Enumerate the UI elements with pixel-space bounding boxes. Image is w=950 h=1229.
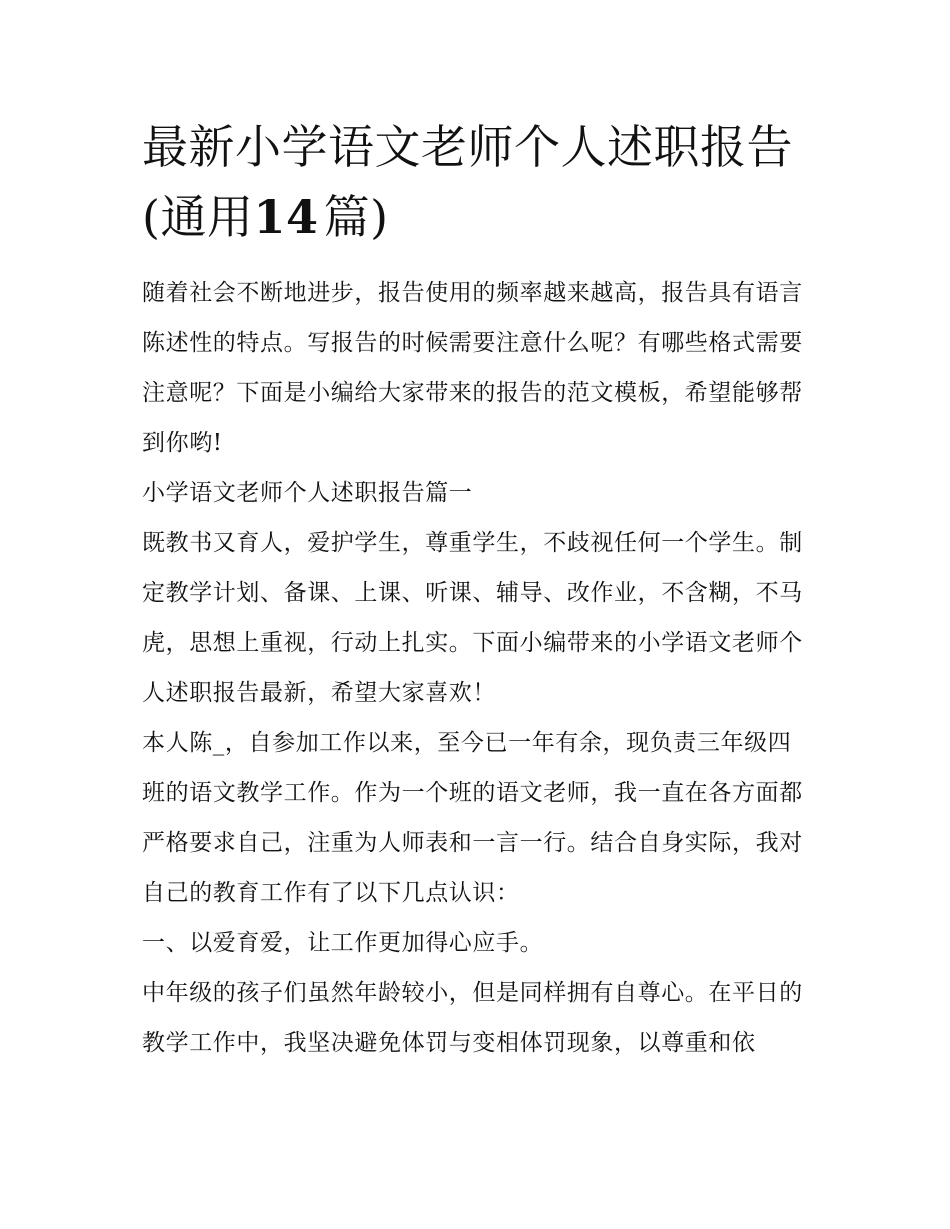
body-paragraph: 既教书又育人，爱护学生，尊重学生，不歧视任何一个学生。制定教学计划、备课、上课、听课、辅导、改作业，不含糊，不马虎，思想上重视，行动上扎实。下面小编带来的小学语文老师个人述职报告最新，希望大家喜欢！ [142,530,803,706]
section-heading-1: 小学语文老师个人述职报告篇一 [142,480,473,506]
body-paragraph: 本人陈_，自参加工作以来，至今已一年有余，现负责三年级四班的语文教学工作。作为一个班的语文老师，我一直在各方面都严格要求自己，注重为人师表和一言一行。结合自身实际，我对自己的教育工作有了以下几点认识： [142,730,803,906]
title-number: 14 [253,190,319,244]
title-text-part2: 篇) [323,190,389,244]
document-body [142,112,814,1068]
intro-paragraph: 随着社会不断地进步，报告使用的频率越来越高，报告具有语言陈述性的特点。写报告的时候需要注意什么呢？有哪些格式需要注意呢？下面是小编给大家带来的报告的范文模板，希望能够帮到你哟! [142,280,803,456]
document-title [142,112,814,252]
subheading-1: 一、以爱育爱，让工作更加得心应手。 [142,930,544,956]
body-paragraph: 中年级的孩子们虽然年龄较小，但是同样拥有自尊心。在平日的教学工作中，我坚决避免体罚与变相体罚现象，以尊重和依 [142,980,803,1056]
title-text-part1: 最新小学语文老师个人述职报告(通用 [142,120,793,244]
